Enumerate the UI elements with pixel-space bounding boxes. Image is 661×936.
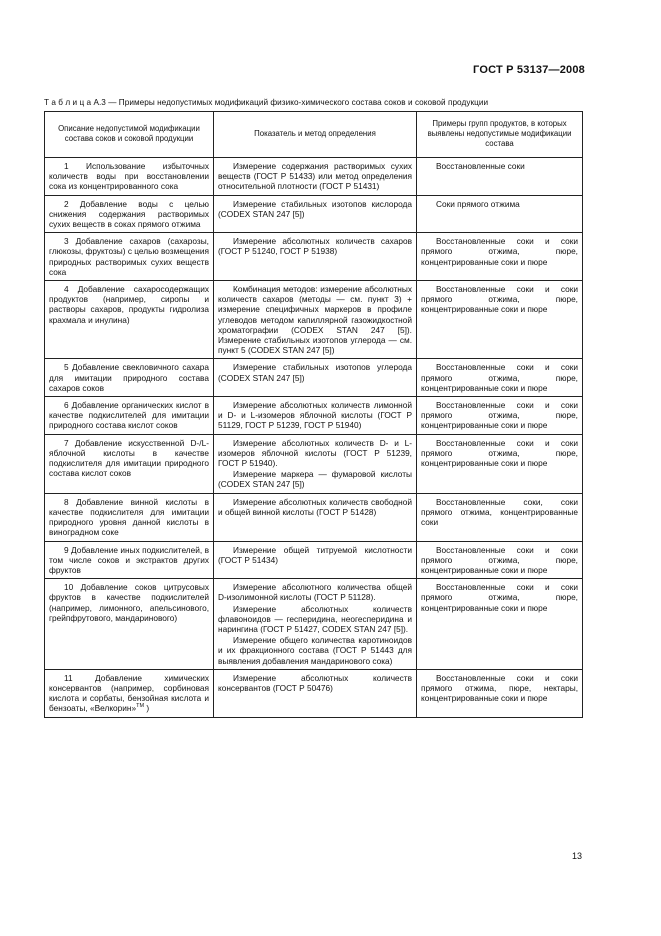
row-products: Восстановленные соки и соки прямого отжима, пюре, концентрированные соки и пюре: [417, 541, 583, 579]
row-description: 8 Добавление винной кислоты в качестве подкислителя для имитации природного уровня данной кислоты в виноградном соке: [45, 493, 214, 541]
row-description: 7 Добавление искусственной D-/L-яблочной кислоты в качестве подкислителя для имитации природного состава кислот соков: [45, 434, 214, 493]
row-products: Восстановленные соки и соки прямого отжима, пюре, концентрированные соки и пюре: [417, 579, 583, 670]
row-description: 5 Добавление свекловичного сахара для имитации природного состава сахаров соков: [45, 359, 214, 397]
row-description: 10 Добавление соков цитрусовых фруктов в качестве подкислителей (например, лимонного, апельсинового, грейпфрутового, мандаринового): [45, 579, 214, 670]
row-method: Измерение содержания растворимых сухих веществ (ГОСТ Р 51433) или метод определения относительной плотности (ГОСТ Р 51431): [214, 158, 417, 196]
table-row: [45, 541, 583, 579]
row-description: 2 Добавление воды с целью снижения содержания растворимых сухих веществ в соках прямого отжима: [45, 195, 214, 233]
row-description: 3 Добавление сахаров (сахарозы, глюкозы, фруктозы) с целью возмещения природных растворимых сухих веществ сока: [45, 233, 214, 281]
table-row: [45, 233, 583, 281]
modifications-table: [44, 111, 583, 718]
row-method: Измерение стабильных изотопов кислорода (CODEX STAN 247 [5]): [214, 195, 417, 233]
row-description: 4 Добавление сахаросодержащих продуктов (например, сиропы и растворы сахаров, продукты гидролиза крахмала и инулина): [45, 281, 214, 359]
trademark-sup: ТМ: [136, 703, 145, 710]
header-description: Описание недопустимой модификации состава соков и соковой продукции: [45, 112, 214, 158]
row-description: [45, 669, 214, 717]
row-products: Восстановленные соки и соки прямого отжима, пюре, нектары, концентрированные соки и пюре: [417, 669, 583, 717]
row-products: Восстановленные соки: [417, 158, 583, 196]
table-row: [45, 579, 583, 670]
row-description-text: 11 Добавление химических консервантов (например, сорбиновая кислота и сорбаты, бензойная кислота и бензоаты, «Велкорин»: [49, 672, 209, 714]
row-method: Измерение стабильных изотопов углерода (CODEX STAN 247 [5]): [214, 359, 417, 397]
header-method: Показатель и метод определения: [214, 112, 417, 158]
row-method: Комбинация методов: измерение абсолютных количеств сахаров (методы — см. пункт 3) + измерение специфичных маркеров в профиле углеводов методом капиллярной газожидкостной хроматографии (CODEX STAN 247 [5]). Измерение стабильных изотопов углерода — см. пункт 5 (CODEX STAN 247 [5]): [214, 281, 417, 359]
table-caption: Т а б л и ц а А.3 — Примеры недопустимых модификаций физико-химического состава соков и соковой продукции: [44, 98, 489, 107]
row-method: Измерение абсолютного количества общей D-изолимонной кислоты (ГОСТ Р 51128). Измерение абсолютных количеств флавоноидов — гесперидина, неогесперидина и нарингина (ГОСТ Р 51427, CODEX STAN 247 [5]). Измерение общего количества каротиноидов и их фракционного состава (ГОСТ Р 51443 для выявления добавления мандаринового сока): [214, 579, 417, 670]
row-method: Измерение абсолютных количеств лимонной и D- и L-изомеров яблочной кислоты (ГОСТ Р 51129, ГОСТ Р 51239, ГОСТ Р 51940): [214, 397, 417, 435]
table-row: [45, 669, 583, 717]
row-products: Восстановленные соки и соки прямого отжима, пюре, концентрированные соки и пюре: [417, 233, 583, 281]
row-method: Измерение абсолютных количеств сахаров (ГОСТ Р 51240, ГОСТ Р 51938): [214, 233, 417, 281]
table-row: [45, 281, 583, 359]
header-products: Примеры групп продуктов, в которых выявлены недопустимые модификации состава: [417, 112, 583, 158]
row-description: 9 Добавление иных подкислителей, в том числе соков и экстрактов других фруктов: [45, 541, 214, 579]
row-method: Измерение общей титруемой кислотности (ГОСТ Р 51434): [214, 541, 417, 579]
row-method: Измерение абсолютных количеств свободной и общей винной кислоты (ГОСТ Р 51428): [214, 493, 417, 541]
row-method: Измерение абсолютных количеств консервантов (ГОСТ Р 50476): [214, 669, 417, 717]
row-products: Восстановленные соки и соки прямого отжима, пюре, концентрированные соки и пюре: [417, 281, 583, 359]
table-header-row: [45, 112, 583, 158]
table-row: [45, 359, 583, 397]
table-row: [45, 434, 583, 493]
page-number: 13: [571, 851, 582, 861]
table-row: [45, 493, 583, 541]
row-products: Восстановленные соки и соки прямого отжима, пюре, концентрированные соки и пюре: [417, 359, 583, 397]
table-row: [45, 397, 583, 435]
row-description: 1 Использование избыточных количеств воды при восстановлении сока из концентрированного сока: [45, 158, 214, 196]
row-description-tail: ): [144, 703, 150, 714]
row-method: Измерение абсолютных количеств D- и L-изомеров яблочной кислоты (ГОСТ Р 51239, ГОСТ Р 51940). Измерение маркера — фумаровой кислоты (CODEX STAN 247 [5]): [214, 434, 417, 493]
document-code: ГОСТ Р 53137—2008: [473, 64, 585, 76]
row-products: Восстановленные соки и соки прямого отжима, пюре, концентрированные соки и пюре: [417, 397, 583, 435]
row-products: Восстановленные соки и соки прямого отжима, пюре, концентрированные соки и пюре: [417, 434, 583, 493]
row-products: Восстановленные соки, соки прямого отжима, концентрированные соки: [417, 493, 583, 541]
row-products: Соки прямого отжима: [417, 195, 583, 233]
table-row: [45, 158, 583, 196]
table-row: [45, 195, 583, 233]
row-description: 6 Добавление органических кислот в качестве подкислителей для имитации природного состава кислот соков: [45, 397, 214, 435]
